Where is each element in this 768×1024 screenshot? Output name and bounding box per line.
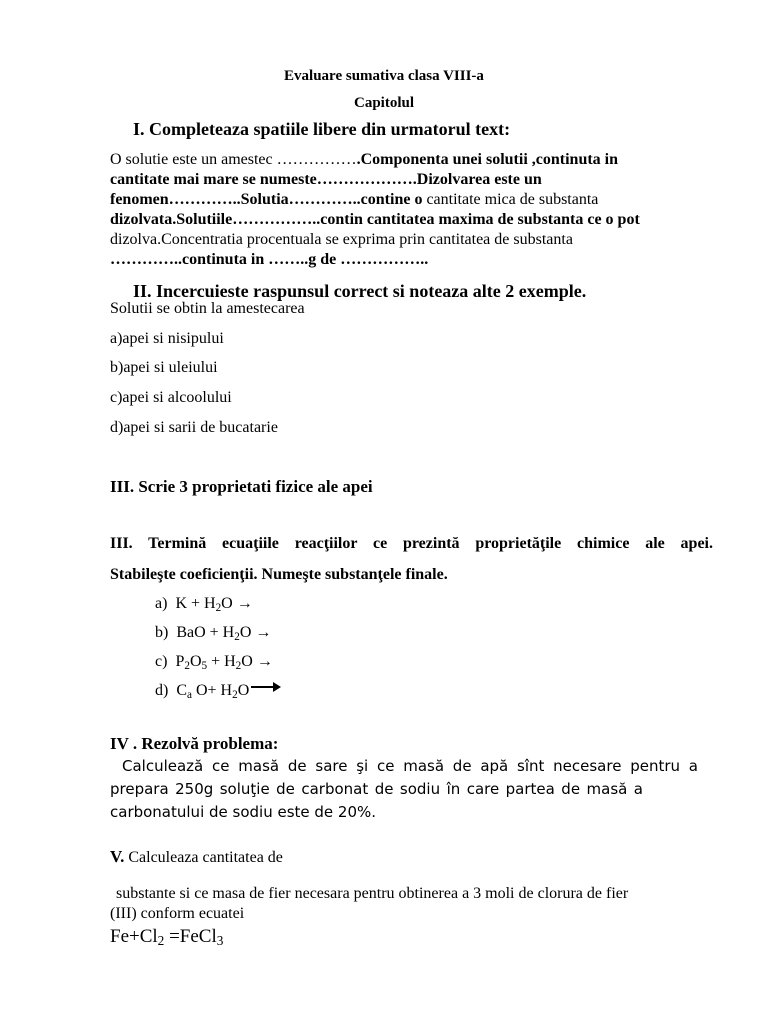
reaction-d: d) $C_a$ $O+ H_2O$ <box>155 682 279 700</box>
section-1-line: fenomen…………..Solutia…………..contine o cantitate mica de substanta <box>110 191 599 208</box>
reaction-b: b) BaO + $H_2O$ → <box>155 624 272 643</box>
problem-line-3: carbonatului de sodiu este de 20%. <box>110 803 377 821</box>
section-5-heading: IV . Rezolvă problema: <box>110 734 279 753</box>
equation: $Fe+Cl_2$ =FeCl$_3$ <box>110 926 224 948</box>
section-1-line: …………..continuta in ……..g de …………….. <box>110 251 429 268</box>
section-1-line: dizolvata.Solutiile……………..contin cantitatea maxima de substanta ce o pot <box>110 211 640 228</box>
section-1-line: cantitate mai mare se numeste……………….Dizolvarea este un <box>110 171 542 188</box>
section-6-line-1: substante si ce masa de fier necesara pentru obtinerea a 3 moli de clorura de fier <box>116 885 629 902</box>
section-1-line: dizolva.Concentratia procentuala se exprima prin cantitatea de substanta <box>110 231 573 248</box>
chapter-label: Capitolul <box>353 95 414 111</box>
section-1-heading: I. Completeaza spatiile libere din urmatorul text: <box>133 119 511 139</box>
reaction-a: a) $K + H_2O$ → <box>155 595 253 614</box>
problem-line-1: Calculează ce masă de sare şi ce masă de apă sînt necesare pentru a <box>122 757 698 775</box>
option-b: b)apei si uleiului <box>110 359 218 376</box>
section-2-intro: Solutii se obtin la amestecarea <box>110 300 305 317</box>
reaction-c: c) $P_2O_5 + H_2O$ → <box>155 653 273 672</box>
option-a: a)apei si nisipului <box>110 330 224 347</box>
section-6-heading: V. Calculeaza cantitatea de <box>110 847 283 866</box>
section-1-line: O solutie este un amestec …………….Componenta unei solutii ,continuta in <box>110 151 619 168</box>
reaction-arrow-icon: → <box>236 595 253 612</box>
section-4-heading-line1: III. Termină ecuaţiile reacţiilor ce prezintă proprietăţile chimice ale apei. <box>110 535 713 552</box>
option-d: d)apei si sarii de bucatarie <box>110 419 278 436</box>
problem-line-2: prepara 250g soluţie de carbonat de sodiu în care partea de masă a <box>110 780 643 798</box>
section-2-heading: II. Incercuieste raspunsul correct si noteaza alte 2 exemple. <box>133 281 587 301</box>
reaction-arrow-icon: → <box>255 624 272 641</box>
section-4-heading-line2: Stabileşte coeficienţii. Numeşte substanţele finale. <box>110 566 448 583</box>
section-6-line-2: (III) conform ecuatei <box>110 905 245 922</box>
option-c: c)apei si alcoolului <box>110 389 232 406</box>
section-3-heading: III. Scrie 3 proprietati fizice ale apei <box>110 477 373 496</box>
page-title: Evaluare sumativa clasa VIII-a <box>284 68 484 84</box>
long-arrow-icon <box>251 686 279 688</box>
reaction-arrow-icon: → <box>256 653 273 670</box>
